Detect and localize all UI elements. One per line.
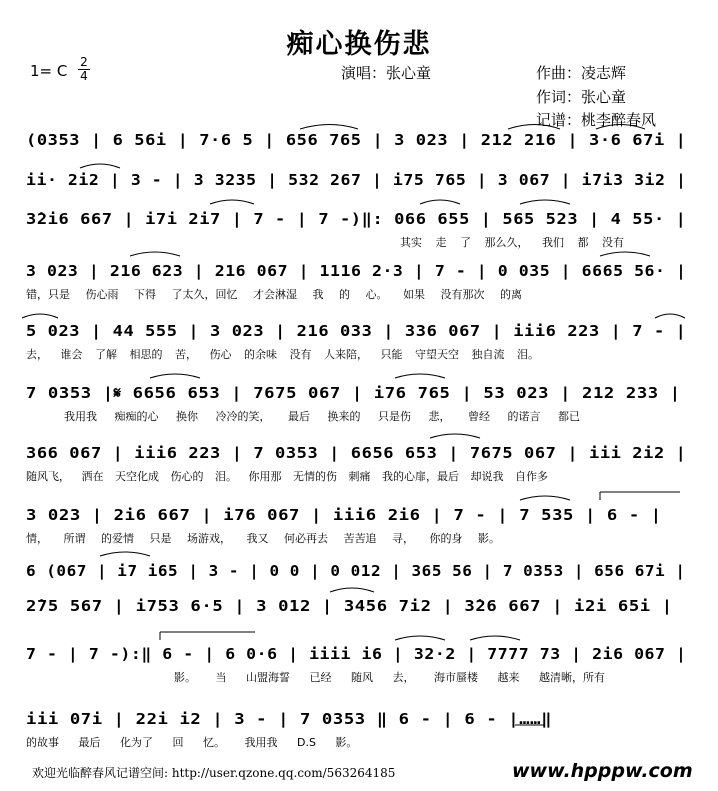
notation-line: 3̇2i6 667 | i7i 2i7 | 7 - | 7 -)‖: 066 655 | 565 523 | 4 55· | [26, 210, 687, 228]
time-signature [78, 57, 90, 82]
notation-line: 2̇75 567 | i753 6·5 | 3 012 | 3456 7i2 | 3̇26 667 | i2i 65i | [26, 597, 673, 615]
notation-line: (0353 | 6 56i | 7·6 5 | 656 765 | 3 023 | 212 216 | 3·6 67i | [26, 131, 687, 149]
slur [520, 200, 570, 204]
slur [395, 374, 445, 378]
slur [22, 314, 58, 318]
slur [395, 636, 445, 640]
lyric-line: 错，只是 伤心雨 下得 了太久，回忆 才会淋湿 我 的 心。 如果 没有那次 的离 [26, 288, 522, 301]
lyric-line: 情， 所谓 的爱情 只是 场游戏， 我又 何必再去 苦苦追 寻， 你的身 影。 [26, 532, 500, 545]
slur [430, 434, 480, 438]
slur [330, 588, 374, 592]
lyricist-credit: 作词：张心童 [536, 88, 627, 106]
time-signature-bottom: 4 [80, 69, 88, 83]
notation-line: ii· 2i2 | 3 - | 3 3235 | 532 267 | i75 765 | 3 067 | i7i3 3i2 | [26, 171, 687, 189]
transcriber-credit: 记谱：桃李醉春风 [536, 111, 657, 129]
slur [655, 314, 685, 318]
notation-line: 6 (067 | i7 i65 | 3 - | 0 0 | 0 012 | 365 56 | 7 0353 | 656 67i | [26, 562, 686, 580]
slur [520, 496, 570, 500]
slur [300, 125, 358, 130]
lyric-line: 影。 当 山盟海誓 已经 随风 去， 海市蜃楼 越来 越清晰，所有 [174, 671, 605, 684]
slur [100, 552, 150, 556]
notation-line: 366 067 | iii6 223 | 7 0353 | 6656 653 | 7675 067 | iii 2i2 | [26, 444, 687, 462]
slur [130, 252, 180, 256]
notation-line: 7 0353 |𝄋 6656 653 | 7675 067 | i76 765 | 53 023 | 212 233 | [26, 384, 681, 402]
notation-line: 5 023 | 44 555 | 3 023 | 216 033 | 336 067 | iii6 223 | 7 - | [26, 322, 687, 340]
time-signature-top: 2 [80, 55, 88, 69]
slur [80, 164, 120, 168]
slur [470, 636, 520, 640]
slur [150, 374, 200, 378]
singer-credit: 演唱：张心童 [341, 64, 432, 82]
notation-line: iii 07i | 22i i2 | 3 - | 7 0353 ‖ 6 - | 6 - |……‖ [26, 710, 553, 728]
footer-website-note: 欢迎光临醉春风记谱空间: http://user.qzone.qq.com/563264185 [32, 766, 396, 780]
slur [210, 200, 254, 204]
notation-line: 3 023 | 216 623 | 216 067 | 1116 2·3 | 7 - | 0 035 | 6665 56· | [26, 262, 687, 280]
lyric-line: 的故事 最后 化为了 回 忆。 我用我 D.S 影。 [26, 736, 358, 749]
composer-credit: 作曲：凌志辉 [536, 64, 627, 82]
notation-line: 7 - | 7 -):‖ 6 - | 6 0·6 | iiii i6 | 32·2 | 7777 73 | 2i6 067 | [26, 645, 687, 663]
song-title: 痴心换伤悲 [286, 29, 432, 60]
lyric-line: 我用我 痴痴的心 换你 冷冷的笑， 最后 换来的 只是伤 悲， 曾经 的诺言 都已 [64, 410, 580, 423]
notation-line: 3 023 | 2i6 667 | i76 067 | iii6 2i6 | 7 - | 7 535 | 6 - | [26, 506, 662, 524]
slur [420, 200, 460, 204]
lyric-line: 随风飞， 洒在 天空化成 伤心的 泪。 你用那 无情的伤 刺痛 我的心扉，最后 却说我 自作多 [26, 470, 548, 483]
key-signature: 1= C [30, 62, 68, 80]
lyric-line: 其实 走 了 那么久， 我们 都 没有 [400, 236, 624, 249]
slur [600, 252, 650, 256]
lyric-line: 去， 谁会 了解 相思的 苦， 伤心 的余味 没有 人来陪， 只能 守望天空 独自流 泪。 [26, 348, 539, 361]
footer-watermark: www.hpppw.com [512, 760, 693, 782]
